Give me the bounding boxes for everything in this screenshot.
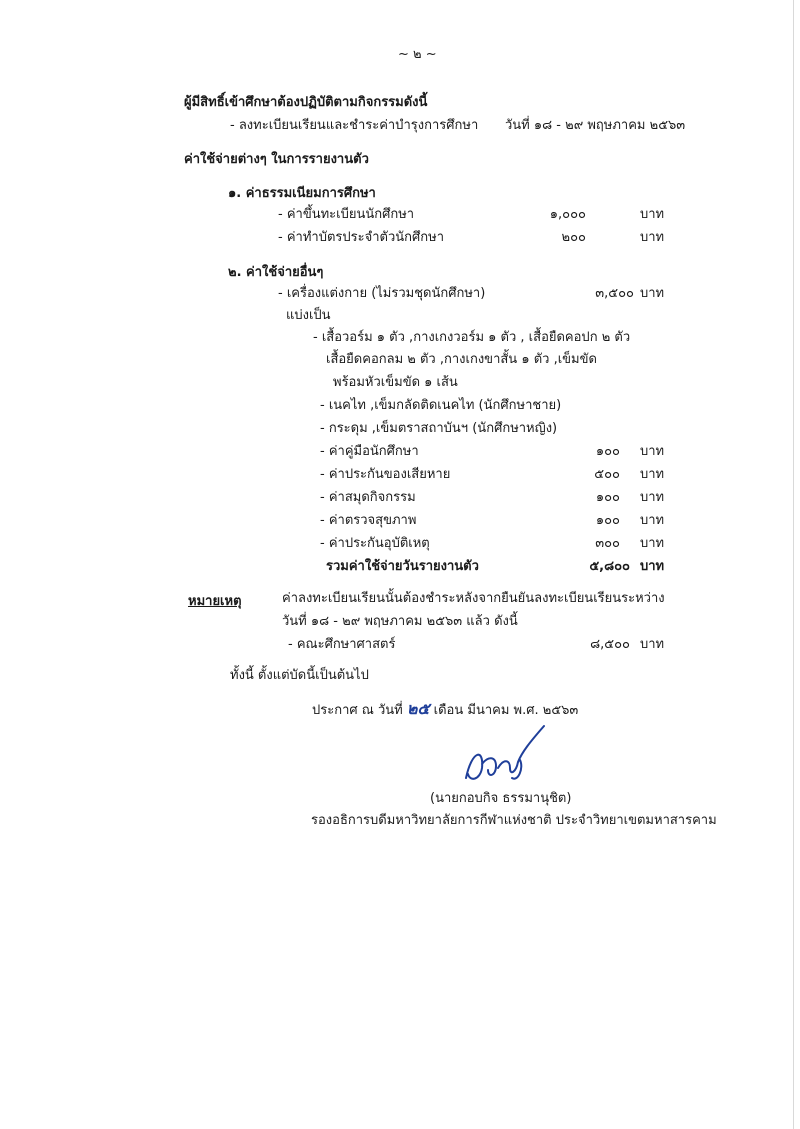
other-item-amount: ๑๐๐ [595, 490, 620, 505]
announce-suffix: เดือน มีนาคม พ.ศ. ๒๕๖๓ [433, 703, 579, 718]
uniform-label: - เครื่องแต่งกาย (ไม่รวมชุดนักศึกษา) [278, 286, 486, 301]
uniform-detail-line: เสื้อยืดคอกลม ๒ ตัว ,กางเกงขาสั้น ๑ ตัว ,เข็มขัด [326, 352, 597, 367]
other-heading: ๒. ค่าใช้จ่ายอื่นๆ [228, 265, 324, 280]
other-item-unit: บาท [640, 536, 665, 551]
effective-statement: ทั้งนี้ ตั้งแต่บัดนี้เป็นต้นไป [230, 668, 369, 683]
page-edge-line [793, 0, 794, 1129]
remark-label: หมายเหตุ [188, 594, 242, 609]
fee-item-unit: บาท [640, 207, 665, 222]
total-label: รวมค่าใช้จ่ายวันรายงานตัว [326, 559, 479, 574]
activity-item: - ลงทะเบียนเรียนและชำระค่าบำรุงการศึกษา [230, 118, 479, 133]
section-expenses-heading: ค่าใช้จ่ายต่างๆ ในการรายงานตัว [184, 152, 369, 167]
uniform-amount: ๓,๕๐๐ [595, 286, 634, 301]
fees-heading: ๑. ค่าธรรมเนียมการศึกษา [228, 186, 376, 201]
other-item-label: - ค่าประกันอุบัติเหตุ [320, 536, 430, 551]
announce-prefix: ประกาศ ณ วันที่ [312, 703, 403, 718]
other-item-label: - ค่าตรวจสุขภาพ [320, 513, 417, 528]
fee-item-label: - ค่าขึ้นทะเบียนนักศึกษา [278, 207, 415, 222]
fee-item-amount: ๑,๐๐๐ [549, 207, 586, 222]
remark-item-label: - คณะศึกษาศาสตร์ [288, 637, 396, 652]
other-item-unit: บาท [640, 490, 665, 505]
uniform-unit: บาท [640, 286, 665, 301]
other-item-amount: ๑๐๐ [595, 513, 620, 528]
remark-item-unit: บาท [640, 637, 665, 652]
activity-date: วันที่ ๑๘ - ๒๙ พฤษภาคม ๒๕๖๓ [505, 118, 686, 133]
other-item-label: - ค่าสมุดกิจกรรม [320, 490, 416, 505]
signer-title: รองอธิการบดีมหาวิทยาลัยการกีฬาแห่งชาติ ประจำวิทยาเขตมหาสารคาม [311, 813, 717, 828]
total-unit: บาท [640, 559, 665, 574]
fee-item-label: - ค่าทำบัตรประจำตัวนักศึกษา [278, 230, 444, 245]
announce-day-handwritten: ๒๕ [406, 699, 430, 718]
fee-item-unit: บาท [640, 230, 665, 245]
fee-item-amount: ๒๐๐ [561, 230, 586, 245]
signature-image [458, 720, 558, 790]
signer-name: (นายกอบกิจ ธรรมานุชิต) [430, 791, 572, 806]
uniform-detail-line: - กระดุม ,เข็มตราสถาบันฯ (นักศึกษาหญิง) [320, 421, 558, 436]
announce-line [312, 700, 578, 720]
uniform-detail-line: - เนคไท ,เข็มกลัดติดเนคไท (นักศึกษาชาย) [320, 398, 562, 413]
other-item-unit: บาท [640, 467, 665, 482]
remark-line: วันที่ ๑๘ - ๒๙ พฤษภาคม ๒๕๖๓ แล้ว ดังนี้ [282, 614, 518, 629]
total-amount: ๕,๘๐๐ [589, 559, 630, 574]
other-item-amount: ๑๐๐ [595, 444, 620, 459]
other-item-unit: บาท [640, 444, 665, 459]
page-number: ~ ๒ ~ [398, 47, 437, 62]
uniform-detail-line: - เสื้อวอร์ม ๑ ตัว ,กางเกงวอร์ม ๑ ตัว , เสื้อยืดคอปก ๒ ตัว [313, 330, 631, 345]
section-activities-heading: ผู้มีสิทธิ์เข้าศึกษาต้องปฏิบัติตามกิจกรรมดังนี้ [184, 95, 428, 110]
remark-line: ค่าลงทะเบียนเรียนนั้นต้องชำระหลังจากยืนยันลงทะเบียนเรียนระหว่าง [282, 591, 665, 606]
other-item-label: - ค่าประกันของเสียหาย [320, 467, 451, 482]
divided-label: แบ่งเป็น [286, 308, 331, 323]
remark-item-amount: ๘,๕๐๐ [590, 637, 630, 652]
other-item-label: - ค่าคู่มือนักศึกษา [320, 444, 419, 459]
other-item-amount: ๓๐๐ [595, 536, 620, 551]
other-item-amount: ๕๐๐ [594, 467, 620, 482]
uniform-detail-line: พร้อมหัวเข็มขัด ๑ เส้น [333, 375, 458, 390]
other-item-unit: บาท [640, 513, 665, 528]
